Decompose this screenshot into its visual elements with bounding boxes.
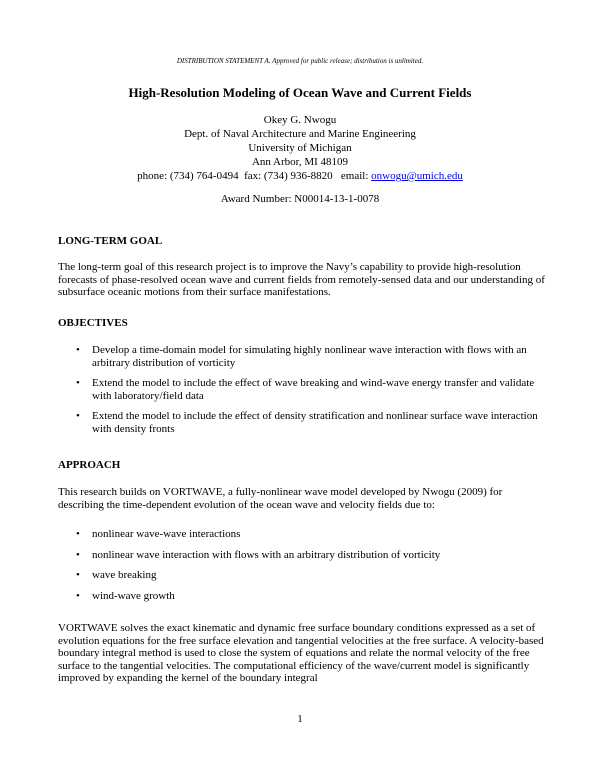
approach-intro: This research builds on VORTWAVE, a fully-nonlinear wave model developed by Nwogu (2009) for describing the time-dependent evolution of the ocean wave and velocity fields due to: bbox=[58, 486, 503, 511]
distribution-statement-label: DISTRIBUTION STATEMENT A. bbox=[176, 57, 271, 65]
approach-list bbox=[58, 528, 548, 602]
list-item bbox=[58, 569, 548, 582]
bullet-icon: • bbox=[76, 410, 80, 422]
author-contact bbox=[0, 169, 600, 183]
distribution-statement-text: Approved for public release; distribution is unlimited. bbox=[272, 57, 424, 65]
author-university: University of Michigan bbox=[248, 142, 352, 154]
page-number: 1 bbox=[297, 713, 303, 725]
author-name: Okey G. Nwogu bbox=[263, 114, 337, 126]
list-item bbox=[58, 410, 548, 435]
approach-body: VORTWAVE solves the exact kinematic and dynamic free surface boundary conditions expressed as a set of evolution equations for the free surface elevation and tangential velocities at the free surface. A velocity-based boundary integral method is used to close the system of equations and relate the normal velocity of the free surface to the tangential velocities. The computational efficiency of the wave/current model is significantly improved by expanding the kernel of the boundary integral bbox=[58, 622, 544, 684]
list-item bbox=[58, 344, 548, 369]
paper-title: High-Resolution Modeling of Ocean Wave and Current Fields bbox=[128, 85, 472, 100]
distribution-statement bbox=[0, 57, 600, 65]
list-item-text: nonlinear wave-wave interactions bbox=[92, 528, 241, 540]
author-block bbox=[0, 113, 600, 183]
email-link[interactable]: onwogu@umich.edu bbox=[371, 170, 463, 182]
author-department: Dept. of Naval Architecture and Marine Engineering bbox=[184, 128, 416, 140]
heading-approach: APPROACH bbox=[58, 459, 121, 471]
bullet-icon: • bbox=[76, 569, 80, 581]
heading-objectives: OBJECTIVES bbox=[58, 317, 128, 329]
author-city: Ann Arbor, MI 48109 bbox=[251, 156, 349, 168]
list-item-text: Develop a time-domain model for simulating highly nonlinear wave interaction with flows with an arbitrary distribution of vorticity bbox=[92, 344, 527, 369]
award-number: Award Number: N00014-13-1-0078 bbox=[220, 193, 380, 205]
list-item-text: wind-wave growth bbox=[92, 589, 175, 602]
list-item-text: Extend the model to include the effect of wave breaking and wind-wave energy transfer and validate with laboratory/field data bbox=[92, 377, 535, 402]
list-item-text: Extend the model to include the effect of density stratification and nonlinear surface wave interaction with density fronts bbox=[92, 410, 538, 435]
list-item bbox=[58, 590, 548, 603]
bullet-icon: • bbox=[76, 589, 80, 602]
bullet-icon: • bbox=[76, 377, 80, 389]
list-item-text: wave breaking bbox=[92, 569, 157, 581]
list-item-text: nonlinear wave interaction with flows with an arbitrary distribution of vorticity bbox=[92, 548, 441, 561]
bullet-icon: • bbox=[76, 548, 80, 561]
list-item bbox=[58, 377, 548, 402]
bullet-icon: • bbox=[76, 528, 80, 540]
bullet-icon: • bbox=[76, 344, 80, 356]
list-item bbox=[58, 549, 548, 562]
objectives-list bbox=[58, 344, 548, 435]
heading-long-term-goal: LONG-TERM GOAL bbox=[58, 235, 163, 247]
list-item bbox=[58, 528, 548, 541]
goal-paragraph: The long-term goal of this research project is to improve the Navy’s capability to provide high-resolution forecasts of phase-resolved ocean wave and current fields from remotely-sensed data and our understanding of subsurface oceanic motions from their surface manifestations. bbox=[58, 261, 545, 298]
contact-phone-fax: phone: (734) 764-0494 fax: (734) 936-8820 email: bbox=[137, 170, 372, 182]
